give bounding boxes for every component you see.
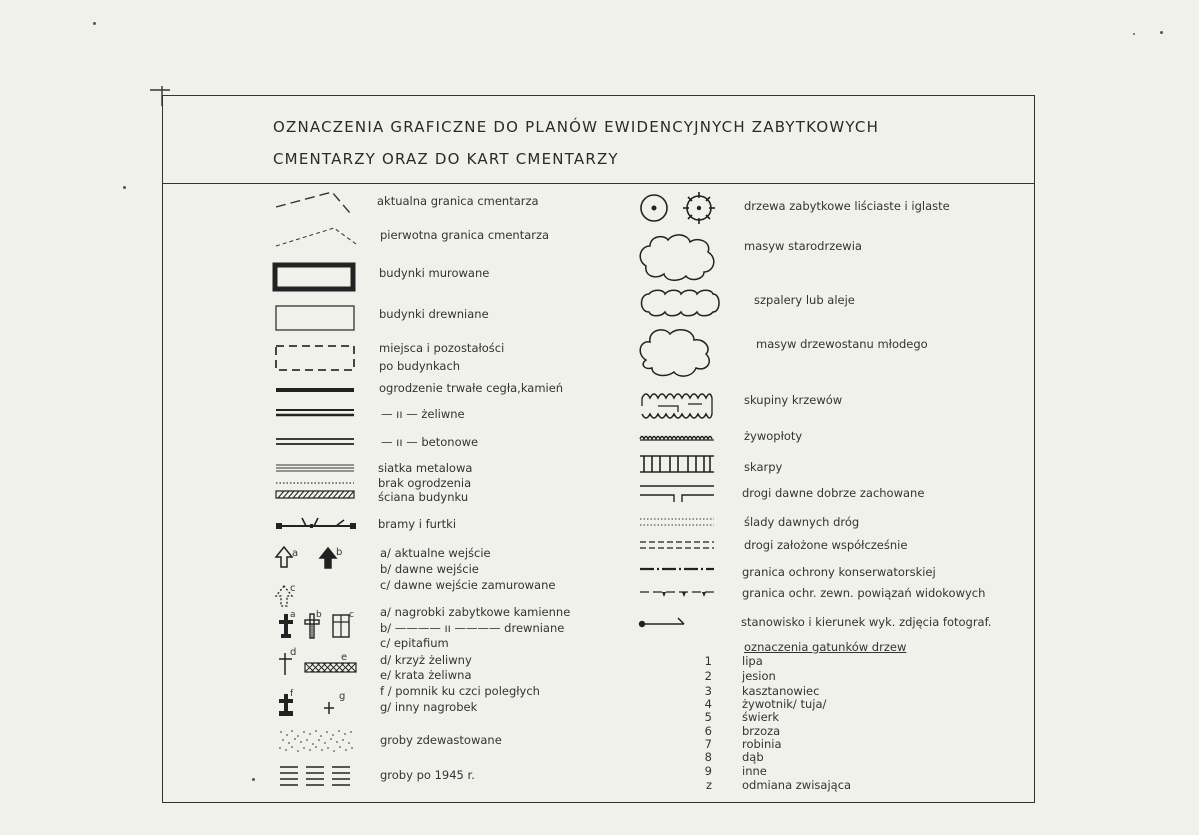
species-num: 3 [704,684,712,698]
label-stanowisko: stanowisko i kierunek wyk. zdjęcia fotograf. [741,615,992,629]
label-wejscie-c: c/ dawne wejście zamurowane [380,578,556,592]
scan-speck [123,186,126,189]
cast-iron-grate-symbol [304,662,358,674]
species-num: 6 [704,724,712,738]
scan-speck [1133,33,1135,35]
title-line-2: CMENTARZY ORAZ DO KART CMENTARZY [273,150,619,168]
species-heading: oznaczenia gatunków drzew [744,640,907,654]
species-num: 4 [704,697,712,711]
devastated-graves-symbol [277,728,357,754]
label-po1945: groby po 1945 r. [380,768,475,782]
label-betonowe: — ıı — betonowe [381,435,479,449]
viewshed-boundary-symbol [638,588,718,600]
former-building-symbol [274,344,358,374]
road-traces-symbol [638,516,718,528]
no-fence-symbol [274,480,358,486]
conservation-boundary-symbol [638,564,718,574]
old-trees-mass-symbol [636,228,720,284]
label-murowane: budynki murowane [379,266,490,280]
label-ogrodzenie: ogrodzenie trwałe cegła,kamień [379,381,564,395]
masonry-building-symbol [272,262,358,292]
label-nagrobki-b: b/ ———— ıı ———— drewniane [380,621,565,635]
label-szpalery: szpalery lub aleje [754,293,855,307]
label-inny: g/ inny nagrobek [380,700,478,714]
label-aktualna: aktualna granica cmentarza [377,194,539,208]
label-sciana: ściana budynku [378,490,469,504]
escarpment-symbol [638,454,718,474]
label-pomnik: f / pomnik ku czci poległych [380,684,540,698]
letter-f: f [290,689,294,699]
label-miejsca: miejsca i pozostałości [379,341,505,355]
letter-a: a [292,548,299,559]
wooden-building-symbol [274,304,358,334]
old-roads-symbol [638,482,718,502]
frame-corner-tick [150,86,170,106]
modern-roads-symbol [638,539,718,551]
letter-g: g [339,691,346,702]
species-name: inne [742,764,767,778]
species-num: z [705,778,712,792]
letter-e: e [341,652,348,663]
young-trees-mass-symbol [636,324,716,380]
species-name: robinia [742,737,782,751]
label-krzewy: skupiny krzewów [744,393,843,407]
concrete-fence-symbol [274,436,358,448]
species-num: 7 [704,737,712,751]
label-nagrobki-a: a/ nagrobki zabytkowe kamienne [380,605,571,619]
post-1945-graves-symbol [278,764,358,788]
label-zdewastowane: groby zdewastowane [380,733,502,747]
label-drogi-dawne: drogi dawne dobrze zachowane [742,486,925,500]
label-pierwotna: pierwotna granica cmentarza [380,228,550,242]
species-name: żywotnik/ tuja/ [742,697,827,711]
other-tomb-symbol [322,700,338,716]
letter-c: c [290,583,296,594]
species-name: kasztanowiec [742,684,820,698]
label-skarpy: skarpy [744,460,783,474]
letter-b: b [336,547,343,558]
species-name: jesion [742,669,776,683]
label-zeliwne: — ıı — żeliwne [381,407,465,421]
scan-speck [1160,31,1163,34]
species-name: dąb [742,750,764,764]
label-drogi-zalozone: drogi założone współcześnie [744,538,908,552]
label-granica-ochrony: granica ochrony konserwatorskiej [742,565,936,579]
label-siatka: siatka metalowa [378,461,473,475]
label-drzewa: drzewa zabytkowe liściaste i iglaste [744,199,950,213]
label-wejscie-b: b/ dawne wejście [380,562,479,576]
species-num: 8 [704,750,712,764]
cast-iron-fence-symbol [274,407,358,419]
shrubs-symbol [638,388,716,424]
label-zywoploty: żywopłoty [744,429,803,443]
hedge-symbol [638,433,718,443]
photo-station-symbol [638,614,688,630]
species-num: 1 [704,654,712,668]
title-divider [162,183,1035,184]
letter-tomb-c: c [349,610,354,620]
label-mlodego: masyw drzewostanu młodego [756,337,928,351]
species-name: lipa [742,654,763,668]
letter-tomb-b: b [316,610,322,620]
epitaph-symbol [332,614,350,638]
label-slady: ślady dawnych dróg [744,515,860,529]
label-miejsca-2: po budynkach [379,359,461,373]
letter-tomb-a: a [290,610,296,620]
title-line-1: OZNACZENIA GRAFICZNE DO PLANÓW EWIDENCYJNYCH ZABYTKOWYCH [273,118,880,136]
species-name: odmiana zwisająca [742,778,852,792]
label-masyw: masyw starodrzewia [744,239,862,253]
mesh-fence-symbol [274,463,358,473]
label-wejscie-a: a/ aktualne wejście [380,546,491,560]
label-krata: e/ krata żeliwna [380,668,472,682]
label-brak: brak ogrodzenia [378,476,472,490]
species-name: brzoza [742,724,781,738]
species-num: 9 [704,764,712,778]
original-boundary-symbol [274,224,358,250]
label-granica-ochr: granica ochr. zewn. powiązań widokowych [742,586,986,600]
species-num: 5 [704,710,712,724]
scan-speck [93,22,96,25]
current-boundary-symbol [274,189,354,217]
species-name: świerk [742,710,780,724]
label-krzyz: d/ krzyż żeliwny [380,653,472,667]
gates-symbol [274,514,360,534]
species-num: 2 [704,669,712,683]
alley-symbol [637,290,721,316]
historic-trees-symbol [637,190,721,226]
label-bramy: bramy i furtki [378,517,457,531]
permanent-fence-symbol [274,385,358,395]
letter-d: d [290,647,297,658]
label-drewniane: budynki drewniane [379,307,489,321]
building-wall-symbol [274,490,358,500]
label-nagrobki-c: c/ epitafium [380,636,449,650]
